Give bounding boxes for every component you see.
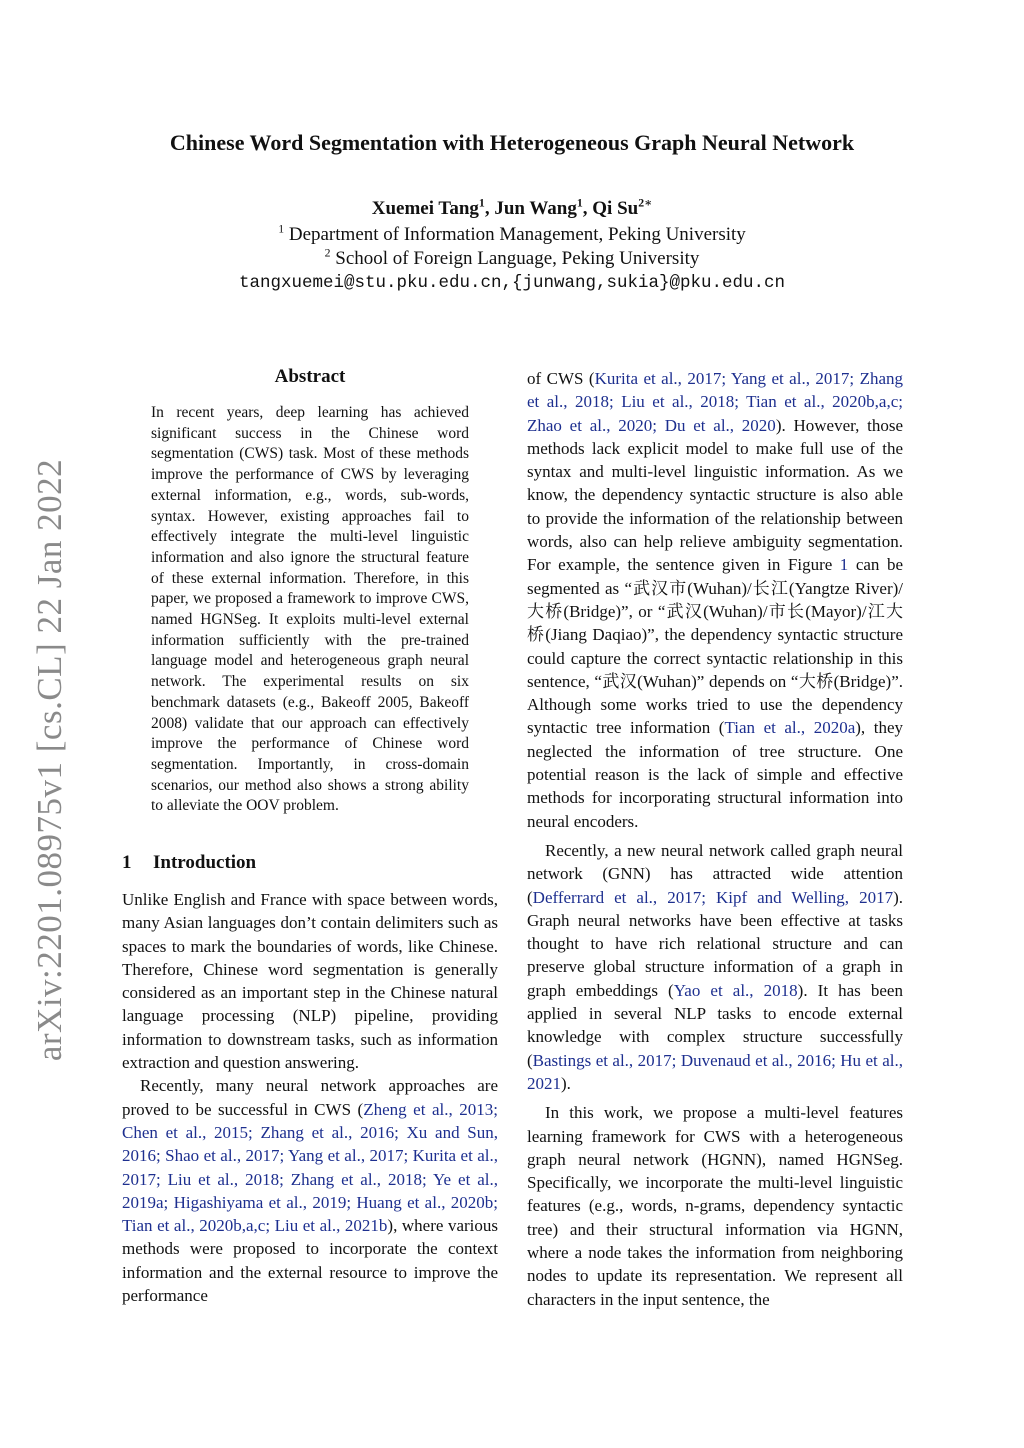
intro-paragraph-2: Recently, many neural network approaches are proved to be successful in CWS (Zheng et al., 2013; Chen et al., 2015; Zhang et al., 2016; Xu and Sun, 2016; Shao et al., 2017; Yang et al., 2017; Kurita et al., 2017; Liu et al., 2018; Zhang et al., 2018; Ye et al., 2019a; Higashiyama et al., 2019; Huang et al., 2020b; Tian et al., 2020b,a,c; Liu et al., 2021b), where various methods were proposed to incorporate the context information and the external resource to improve the performance — [122, 1076, 498, 1306]
citation-link[interactable]: Defferrard et al., 2017; Kipf and Welling, 2017 — [532, 887, 894, 907]
affiliation-marker: 1 — [576, 196, 583, 210]
paper-title: Chinese Word Segmentation with Heterogeneous Graph Neural Network — [169, 130, 855, 155]
affiliation-marker: 1 — [478, 196, 485, 210]
intro-paragraph-1: Unlike English and France with space between words, many Asian languages don’t contain delimiters such as spaces to mark the boundaries of words, like Chinese. Therefore, Chinese word segmentation is generally considered as an important step in the Chinese natural language processing (NLP) pipeline, providing information to downstream tasks, such as information extraction and question answering. — [122, 890, 498, 1073]
section-title: Introduction — [153, 852, 257, 873]
citation-link[interactable]: Kurita et al., 2017; Yang et al., 2017; Zhang et al., 2018; Liu et al., 2018; Tian et al., 2020b,a,c; Zhao et al., 2020; Du et al., 2020 — [527, 369, 903, 435]
intro-paragraph-3: Recently, a new neural network called graph neural network (GNN) has attracted wide attention (Defferrard et al., 2017; Kipf and Welling, 2017). Graph neural networks have been effective at tasks thought to have rich relational structure and can preserve global structure information of a graph in graph embeddings (Yao et al., 2018). It has been applied in several NLP tasks to encode external knowledge with complex structure successfully (Bastings et al., 2017; Duvenaud et al., 2016; Hu et al., 2021). — [527, 840, 903, 1093]
left-column-body — [122, 888, 498, 1307]
abstract-text: In recent years, deep learning has achieved significant success in the Chinese word segmentation (CWS) task. Most of these methods improve the performance of CWS by leveraging external information, e.g., words, sub-words, syntax. However, existing approaches fail to effectively integrate the multi-level linguistic information and also ignore the structural feature of these external information. Therefore, in this paper, we proposed a framework to improve CWS, named HGNSeg. It exploits multi-level external information sufficiently with the pre-trained language model and heterogeneous graph neural network. The experimental results on six benchmark datasets (e.g., Bakeoff 2005, Bakeoff 2008) validate that our approach can effectively improve the performance of Chinese word segmentation. Importantly, in cross-domain scenarios, our method also shows a strong ability to alleviate the OOV problem. — [151, 404, 469, 815]
abstract-heading: Abstract — [274, 366, 346, 387]
citation-link[interactable]: Bastings et al., 2017; Duvenaud et al., 2016; Hu et al., 2021 — [527, 1050, 903, 1093]
arxiv-sidebar — [30, 460, 70, 1060]
right-column-body — [527, 367, 903, 1311]
section-heading-introduction — [122, 852, 256, 874]
intro-paragraph-4: In this work, we propose a multi-level features learning framework for CWS with a heterogeneous graph neural network (HGNN), named HGNSeg. Specifically, we incorporate the multi-level linguistic features (e.g., words, n-grams, dependency syntactic tree) and their structural information via HGNN, where a node takes the information from neighboring nodes to update its representation. We represent all characters in the input sentence, the — [527, 1103, 903, 1309]
affiliation-2: $^2$ School of Foreign Language, Peking University — [324, 246, 700, 269]
arxiv-identifier: arXiv:2201.08975v1 [cs.CL] 22 Jan 2022 — [30, 458, 69, 1062]
author-name: Jun Wang — [494, 198, 577, 219]
citation-link[interactable]: Yao et al., 2018 — [673, 980, 798, 1000]
author-name: Xuemei Tang — [371, 198, 479, 219]
intro-paragraph-2-continued: of CWS (Kurita et al., 2017; Yang et al., 2017; Zhang et al., 2018; Liu et al., 2018; Tian et al., 2020b,a,c; Zhao et al., 2020; Du et al., 2020). However, those methods lack explicit model to make full use of the syntax and multi-level linguistic information. As we know, the dependency syntactic structure is also able to provide the information of the relationship between words, also can help relieve ambiguity segmentation. For example, the sentence given in Figure 1 can be segmented as “武汉市(Wuhan)/长江(Yangtze River)/大桥(Bridge)”, or “武汉(Wuhan)/市长(Mayor)/江大桥(Jiang Daqiao)”, the dependency syntactic structure could capture the correct syntactic relationship in this sentence, “武汉(Wuhan)” depends on “大桥(Bridge)”. Although some works tried to use the dependency syntactic tree information (Tian et al., 2020a), they neglected the information of tree structure. One potential reason is the lack of simple and effective methods for incorporating structural information into neural encoders. — [527, 369, 903, 831]
figure-reference-link[interactable]: 1 — [839, 555, 849, 575]
affiliation-1: $^1$ Department of Information Management, Peking University — [278, 222, 746, 245]
section-number: 1 — [122, 852, 132, 873]
citation-link[interactable]: Tian et al., 2020a — [724, 718, 856, 738]
author-emails: tangxuemei@stu.pku.edu.cn,{junwang,sukia}@pku.edu.cn — [238, 273, 786, 293]
author-list: Xuemei Tang$^1$, Jun Wang$^1$, Qi $Su^{2∗}$ — [371, 196, 653, 219]
citation-link[interactable]: Zheng et al., 2013; Chen et al., 2015; Zhang et al., 2016; Xu and Sun, 2016; Shao et al., 2017; Yang et al., 2017; Kurita et al., 2017; Liu et al., 2018; Zhang et al., 2018; Ye et al., 2019a; Higashiyama et al., 2019; Huang et al., 2020b; Tian et al., 2020b,a,c; Liu et al., 2021b — [122, 1099, 498, 1236]
affiliation-marker: 2∗ — [638, 196, 653, 210]
author-name: Qi Su — [592, 198, 639, 219]
